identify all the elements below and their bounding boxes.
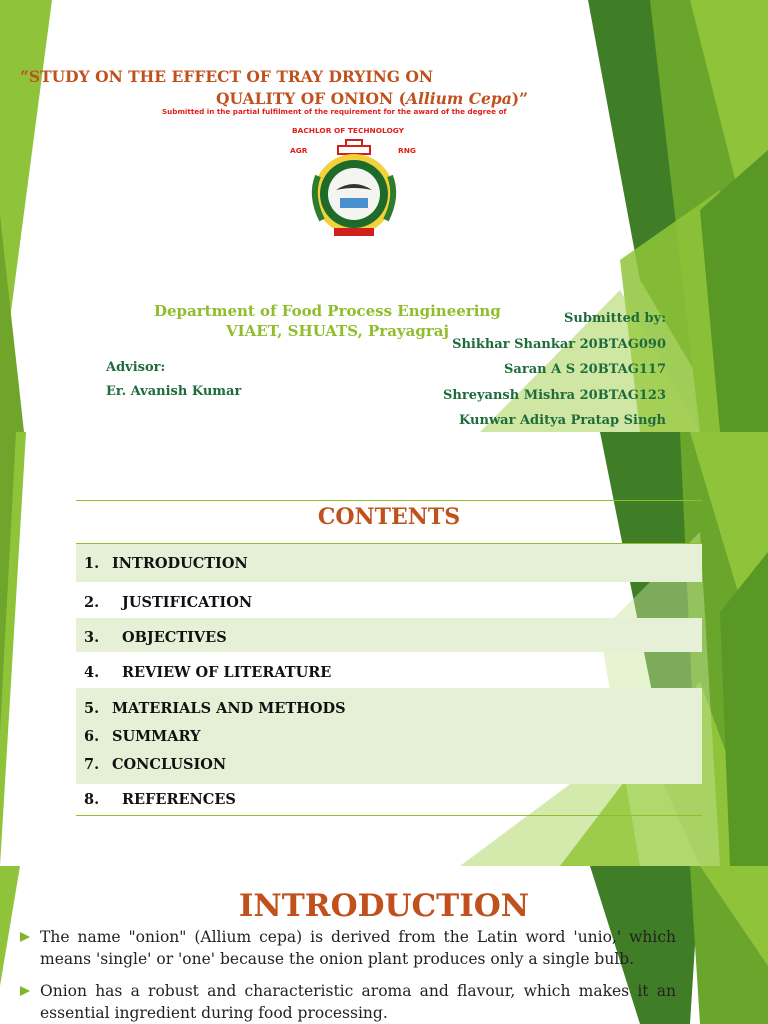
contents-title: CONTENTS [317, 504, 461, 530]
bullet-arrow-icon [20, 932, 30, 942]
contents-top-rule [76, 500, 702, 501]
bullet-item [20, 926, 676, 970]
student-name: Saran A S 20BTAG117 [504, 362, 666, 377]
scientific-name: Allium Cepa [405, 89, 512, 108]
title-line-2: QUALITY OF ONION (Allium Cepa)” [216, 89, 529, 108]
advisor-label: Advisor: [106, 360, 166, 375]
toc-item-conclusion[interactable]: 7. CONCLUSION [84, 756, 227, 773]
contents-bottom-rule [76, 815, 702, 816]
branch-text-right: RNG [398, 146, 416, 155]
student-name: Shikhar Shankar 20BTAG090 [452, 336, 666, 352]
introduction-title: INTRODUCTION [238, 888, 530, 924]
department-line-1: Department of Food Process Engineering [154, 302, 501, 320]
university-logo [304, 136, 404, 240]
degree-text: BACHLOR OF TECHNOLOGY [292, 126, 405, 135]
submitted-by-label: Submitted by: [564, 311, 666, 326]
contents-slide [0, 432, 768, 866]
student-name: Kunwar Aditya Pratap Singh [459, 413, 666, 428]
toc-item-summary[interactable]: 6. SUMMARY [84, 728, 201, 745]
bullet-text: Onion has a robust and characteristic aroma and flavour, which makes it an essential ingredient during food processing. [40, 982, 676, 1022]
student-name: Shreyansh Mishra 20BTAG123 [443, 387, 666, 403]
department-line-2: VIAET, SHUATS, Prayagraj [226, 322, 449, 340]
bullet-text: The name "onion" (Allium cepa) is derived from the Latin word 'unio,' which means 'single' or 'one' because the onion plant produces only a single bulb. [40, 928, 676, 968]
bullet-item [20, 980, 676, 1024]
title-line-1: “STUDY ON THE EFFECT OF TRAY DRYING ON [20, 67, 434, 86]
toc-item-justification[interactable]: 2. JUSTIFICATION [84, 594, 253, 611]
toc-item-review-of-literature[interactable]: 4. REVIEW OF LITERATURE [84, 664, 332, 681]
toc-item-references[interactable]: 8. REFERENCES [84, 791, 236, 808]
introduction-slide [0, 866, 768, 1024]
bullet-arrow-icon [20, 986, 30, 996]
submitted-for-text: Submitted in the partial fulfilment of the requirement for the award of the degree of [162, 107, 507, 116]
title-slide [0, 0, 768, 432]
advisor-name: Er. Avanish Kumar [106, 384, 242, 399]
toc-item-materials-and-methods[interactable]: 5. MATERIALS AND METHODS [84, 700, 346, 717]
presentation-title [20, 66, 580, 110]
toc-item-objectives[interactable]: 3. OBJECTIVES [84, 629, 227, 646]
branch-text-left: AGR [290, 146, 308, 155]
advisor-block [106, 356, 241, 404]
toc-item-introduction[interactable]: 1. INTRODUCTION [84, 555, 248, 572]
